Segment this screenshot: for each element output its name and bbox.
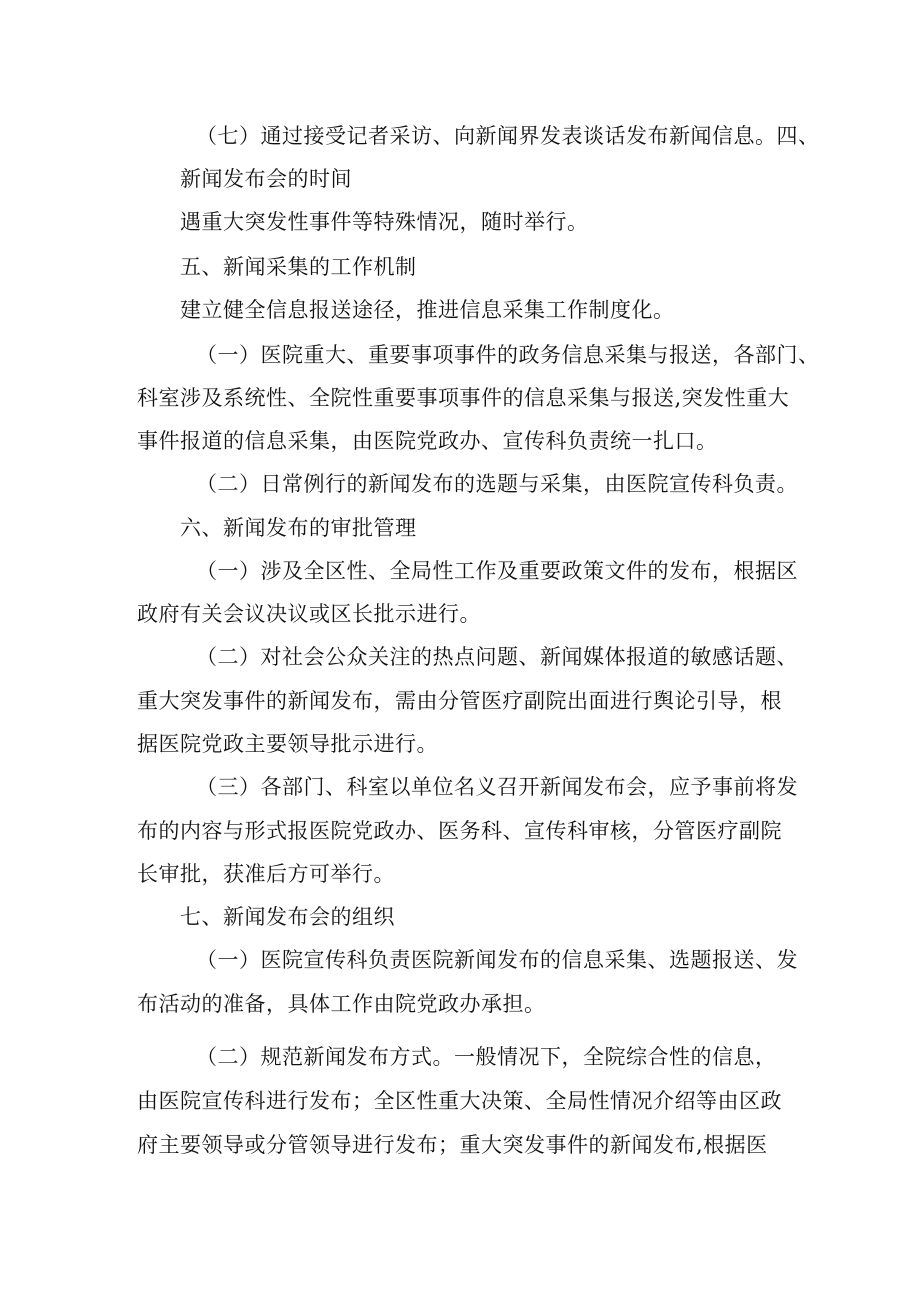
- text-line: （二）对社会公众关注的热点问题、新闻媒体报道的敏感话题、: [196, 645, 798, 669]
- text-line: 由医院宣传科进行发布；全区性重大决策、全局性情况介绍等由区政: [137, 1089, 782, 1113]
- text-line: 长审批，获准后方可举行。: [137, 862, 395, 886]
- text-line: 事件报道的信息采集，由医院党政办、宣传科负责统一扎口。: [137, 429, 718, 453]
- section-heading: 六、新闻发布的审批管理: [180, 516, 417, 540]
- text-line: 政府有关会议决议或区长批示进行。: [137, 602, 481, 626]
- text-line: 府主要领导或分管领导进行发布；重大突发事件的新闻发布,根据医: [137, 1133, 768, 1157]
- section-heading: 五、新闻采集的工作机制: [180, 255, 417, 279]
- text-line: （七）通过接受记者采访、向新闻界发表谈话发布新闻信息。四、: [196, 124, 820, 148]
- text-line: 布活动的准备，具体工作由院党政办承担。: [137, 992, 546, 1016]
- text-line: （一）医院重大、重要事项事件的政务信息采集与报送，各部门、: [196, 343, 820, 367]
- text-line: （一）涉及全区性、全局性工作及重要政策文件的发布，根据区: [196, 559, 798, 583]
- text-line: （二）规范新闻发布方式。一般情况下，全院综合性的信息，: [196, 1045, 777, 1069]
- text-line: 建立健全信息报送途径，推进信息采集工作制度化。: [180, 298, 675, 322]
- text-line: （二）日常例行的新闻发布的选题与采集，由医院宣传科负责。: [196, 472, 798, 496]
- text-line: 遇重大突发性事件等特殊情况，随时举行。: [180, 210, 589, 234]
- text-line: 重大突发事件的新闻发布，需由分管医疗副院出面进行舆论引导，根: [137, 689, 782, 713]
- text-line: （一）医院宣传科负责医院新闻发布的信息采集、选题报送、发: [196, 948, 798, 972]
- text-line: 布的内容与形式报医院党政办、医务科、宣传科审核，分管医疗副院: [137, 819, 782, 843]
- text-line: （三）各部门、科室以单位名义召开新闻发布会，应予事前将发: [196, 775, 798, 799]
- text-line: 新闻发布会的时间: [180, 167, 352, 191]
- text-line: 科室涉及系统性、全院性重要事项事件的信息采集与报送,突发性重大: [137, 386, 790, 410]
- text-line: 据医院党政主要领导批示进行。: [137, 732, 438, 756]
- section-heading: 七、新闻发布会的组织: [180, 905, 395, 929]
